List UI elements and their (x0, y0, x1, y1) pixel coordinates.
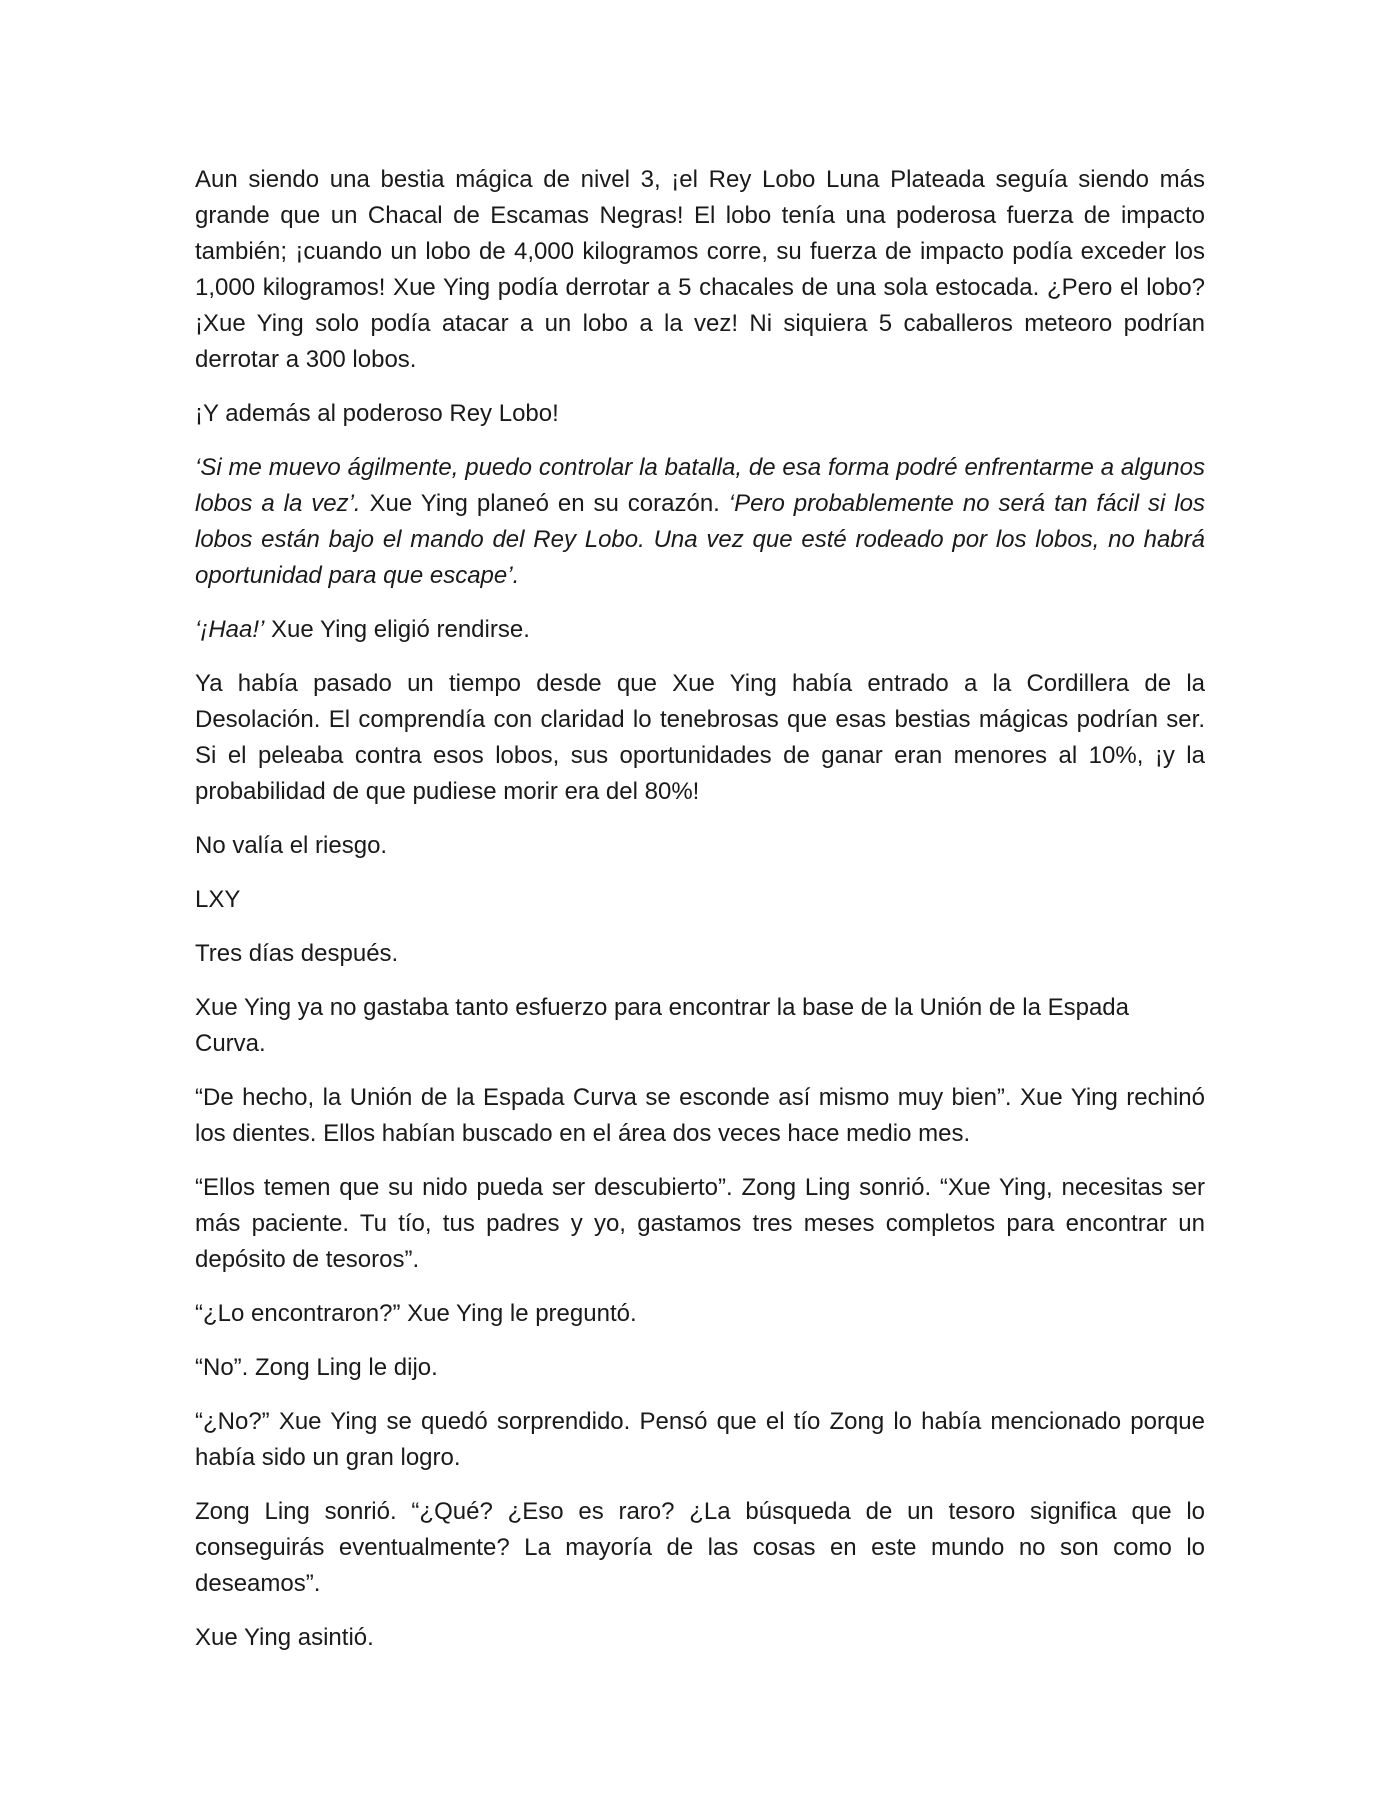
paragraph-desolation: Ya había pasado un tiempo desde que Xue Ying había entrado a la Cordillera de la Desolación. El comprendía con claridad lo tenebrosas que esas bestias mágicas podrían ser. Si el peleaba contra esos lobos, sus oportunidades de ganar eran menores al 10%, ¡y la probabilidad de que pudiese morir era del 80%! (195, 670, 1205, 805)
paragraph-three-days: Tres días después. (195, 940, 399, 967)
paragraph-wolf-king: Aun siendo una bestia mágica de nivel 3, ¡el Rey Lobo Luna Plateada seguía siendo más grande que un Chacal de Escamas Negras! El lobo tenía una poderosa fuerza de impacto también; ¡cuando un lobo de 4,000 kilogramos corre, su fuerza de impacto podía exceder los 1,000 kilogramos! Xue Ying podía derrotar a 5 chacales de una sola estocada. ¿Pero el lobo? ¡Xue Ying solo podía atacar a un lobo a la vez! Ni siquiera 5 caballeros meteoro podrían derrotar a 300 lobos. (195, 166, 1205, 373)
paragraph-thoughts (195, 450, 1205, 594)
paragraph-give-up (195, 612, 1205, 648)
paragraph-surprised: “¿No?” Xue Ying se quedó sorprendido. Pensó que el tío Zong lo había mencionado porque había sido un gran logro. (195, 1408, 1205, 1471)
section-separator: LXY (195, 886, 241, 913)
document-page (195, 162, 1205, 1674)
paragraph-patience: “Ellos temen que su nido pueda ser descubierto”. Zong Ling sonrió. “Xue Ying, necesitas ser más paciente. Tu tío, tus padres y yo, gastamos tres meses completos para encontrar un depósito de tesoros”. (195, 1174, 1205, 1273)
paragraph-wolf-king-exclaim: ¡Y además al poderoso Rey Lobo! (195, 400, 559, 427)
paragraph-nodded: Xue Ying asintió. (195, 1624, 374, 1651)
paragraph-found-question: “¿Lo encontraron?” Xue Ying le preguntó. (195, 1300, 637, 1327)
paragraph-search-base: Xue Ying ya no gastaba tanto esfuerzo para encontrar la base de la Unión de la Espada Curva. (195, 994, 1129, 1057)
thought-text-2: ‘Pero probablemente no será tan fácil si los lobos están bajo el mando del Rey Lobo. Una vez que esté rodeado por los lobos, no habrá oportunidad para que escape’. (195, 490, 1205, 589)
paragraph-hides-well: “De hecho, la Unión de la Espada Curva se esconde así mismo muy bien”. Xue Ying rechinó los dientes. Ellos habían buscado en el área dos veces hace medio mes. (195, 1084, 1205, 1147)
paragraph-no-answer: “No”. Zong Ling le dijo. (195, 1354, 438, 1381)
paragraph-treasure-search: Zong Ling sonrió. “¿Qué? ¿Eso es raro? ¿La búsqueda de un tesoro significa que lo conseguirás eventualmente? La mayoría de las cosas en este mundo no son como lo deseamos”. (195, 1498, 1205, 1597)
give-up-text: Xue Ying eligió rendirse. (264, 616, 530, 643)
paragraph-not-worth: No valía el riesgo. (195, 832, 388, 859)
narration-text: Xue Ying planeó en su corazón. (360, 490, 729, 517)
sigh-text: ‘¡Haa!’ (195, 616, 265, 643)
thought-text-1: ‘Si me muevo ágilmente, puedo controlar la batalla, de esa forma podré enfrentarme a algunos lobos a la vez’. (195, 454, 1205, 517)
